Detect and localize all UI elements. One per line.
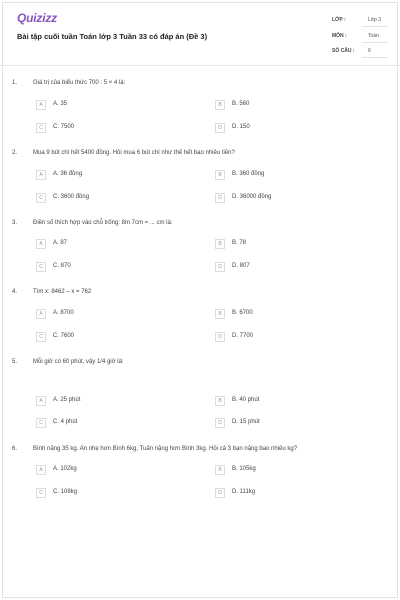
option-text: C. 7500 <box>53 124 75 130</box>
question-number: 6. <box>12 446 18 452</box>
option-letter-box: B <box>215 309 225 319</box>
option-text: B. 360 đồng <box>232 171 265 177</box>
option-letter-box: D <box>215 123 225 133</box>
page-frame <box>2 2 398 598</box>
question-text: Mua 9 bút chì hết 5400 đồng. Hỏi mua 6 bút chì như thế hết bao nhiêu tiền? <box>33 150 235 156</box>
meta-class-value: Lớp 3 <box>362 15 388 27</box>
worksheet-title: Bài tập cuối tuần Toán lớp 3 Tuần 33 có đáp án (Đề 3) <box>17 32 208 41</box>
option-letter-box: D <box>215 262 225 272</box>
option-letter-box: D <box>215 488 225 498</box>
option-text: D. 7700 <box>232 333 254 339</box>
question-text: Điền số thích hợp vào chỗ trống: 8m 7cm = ... cm là: <box>33 220 173 226</box>
meta-class <box>332 15 388 28</box>
option-text: D. 111kg <box>232 489 256 495</box>
option-text: C. 870 <box>53 263 71 269</box>
question-number: 2. <box>12 150 18 156</box>
meta-count-label: SỐ CÂU : <box>332 48 355 54</box>
option-letter-box: B <box>215 239 225 249</box>
option-letter-box: D <box>215 418 225 428</box>
option-text: A. 87 <box>53 240 68 246</box>
option-text: D. 150 <box>232 124 250 130</box>
question-number: 4. <box>12 289 18 295</box>
meta-question-count <box>332 46 388 59</box>
option-letter-box: A <box>36 239 46 249</box>
option-letter-box: B <box>215 465 225 475</box>
meta-subject-value: Toán <box>362 31 388 43</box>
question-number: 1. <box>12 80 18 86</box>
option-text: B. 40 phút <box>232 397 260 403</box>
quizizz-logo: Quizizz <box>17 11 57 25</box>
meta-count-value: 6 <box>362 46 388 58</box>
option-letter-box: A <box>36 170 46 180</box>
option-letter-box: B <box>215 396 225 406</box>
option-text: B. 78 <box>232 240 247 246</box>
option-text: D. 15 phút <box>232 419 260 425</box>
option-text: C. 7600 <box>53 333 75 339</box>
option-text: A. 102kg <box>53 466 77 472</box>
option-letter-box: C <box>36 262 46 272</box>
option-letter-box: C <box>36 123 46 133</box>
meta-class-label: LỚP : <box>332 17 346 23</box>
option-letter-box: A <box>36 100 46 110</box>
option-text: C. 4 phút <box>53 419 78 425</box>
option-text: A. 35 <box>53 101 68 107</box>
option-letter-box: B <box>215 170 225 180</box>
option-letter-box: B <box>215 100 225 110</box>
question-number: 3. <box>12 220 18 226</box>
option-text: B. 105kg <box>232 466 256 472</box>
option-letter-box: C <box>36 332 46 342</box>
question-text: Bình nặng 35 kg. An nhẹ hơn Bình 6kg, Tuấn nặng hơn Bình 3kg. Hỏi cả 3 bạn nặng bao nhiêu kg? <box>33 446 298 452</box>
meta-subject-label: MÔN : <box>332 33 347 39</box>
option-letter-box: C <box>36 418 46 428</box>
option-text: D. 36000 đồng <box>232 194 272 200</box>
question-text: Mỗi giờ có 60 phút, vậy 1/4 giờ là: <box>33 359 124 365</box>
option-text: A. 8700 <box>53 310 74 316</box>
option-text: A. 25 phút <box>53 397 81 403</box>
question-text: Tìm x: 8462 – x = 762 <box>33 289 92 295</box>
option-letter-box: A <box>36 465 46 475</box>
option-letter-box: D <box>215 332 225 342</box>
option-text: B. 6700 <box>232 310 253 316</box>
meta-subject <box>332 31 388 44</box>
option-text: B. 560 <box>232 101 250 107</box>
option-text: C. 108kg <box>53 489 78 495</box>
option-text: C. 3600 đồng <box>53 194 90 200</box>
question-text: Giá trị của biểu thức 700 : 5 × 4 là: <box>33 80 126 86</box>
option-letter-box: D <box>215 193 225 203</box>
option-letter-box: C <box>36 193 46 203</box>
option-text: A. 36 đồng <box>53 171 83 177</box>
worksheet-header <box>0 0 400 66</box>
question-number: 5. <box>12 359 18 365</box>
option-letter-box: A <box>36 309 46 319</box>
option-text: D. 807 <box>232 263 250 269</box>
option-letter-box: C <box>36 488 46 498</box>
option-letter-box: A <box>36 396 46 406</box>
